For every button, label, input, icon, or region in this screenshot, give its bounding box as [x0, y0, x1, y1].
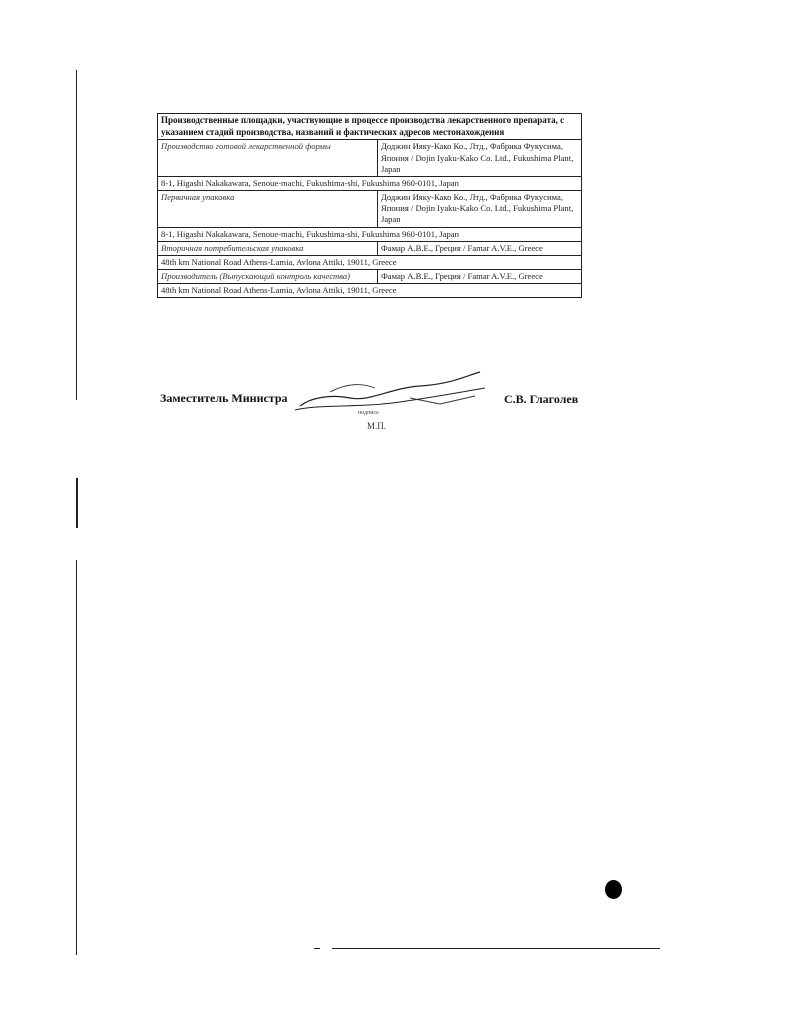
table-header-row: [158, 114, 582, 140]
hole-punch-mark: [605, 880, 622, 899]
stage-cell: Производитель (Выпускающий контроль качества): [158, 270, 378, 284]
company-cell: Доджин Ияку-Како Ко., Лтд., Фабрика Фукусима, Япония / Dojin Iyaku-Kako Co. Ltd., Fukushima Plant, Japan: [378, 140, 582, 177]
address-cell: 48th km National Road Athens-Lamia, Avlona Attiki, 19011, Greece: [158, 255, 582, 269]
handwritten-signature: [290, 368, 490, 418]
stage-cell: Производство готовой лекарственной формы: [158, 140, 378, 177]
stage-cell: Первичная упаковка: [158, 191, 378, 228]
company-cell: Фамар А.В.Е., Греция / Famar A.V.E., Greece: [378, 241, 582, 255]
company-cell: Доджин Ияку-Како Ко., Лтд., Фабрика Фукусима, Япония / Dojin Iyaku-Kako Co. Ltd., Fukushima Plant, Japan: [378, 191, 582, 228]
table-row: [158, 255, 582, 269]
stamp-label: М.П.: [367, 421, 387, 431]
table-row: [158, 191, 582, 228]
table-header: Производственные площадки, участвующие в процессе производства лекарственного препарата, с указанием стадий производства, названий и фактических адресов местонахождения: [158, 114, 582, 140]
scan-edge-line: [332, 948, 660, 949]
table-row: [158, 140, 582, 177]
table-row: [158, 284, 582, 298]
table-row: [158, 227, 582, 241]
address-cell: 48th km National Road Athens-Lamia, Avlona Attiki, 19011, Greece: [158, 284, 582, 298]
signature-caption: подпись: [358, 410, 379, 416]
scan-edge-line: [76, 70, 77, 400]
manufacturing-sites-table: [157, 113, 582, 298]
signer-name: С.В. Глаголев: [504, 392, 579, 406]
table-row: [158, 176, 582, 190]
scan-edge-line: [76, 560, 77, 955]
stage-cell: Вторичная потребительская упаковка: [158, 241, 378, 255]
address-cell: 8-1, Higashi Nakakawara, Senoue-machi, Fukushima-shi, Fukushima 960-0101, Japan: [158, 227, 582, 241]
address-cell: 8-1, Higashi Nakakawara, Senoue-machi, Fukushima-shi, Fukushima 960-0101, Japan: [158, 176, 582, 190]
company-cell: Фамар А.В.Е., Греция / Famar A.V.E., Greece: [378, 270, 582, 284]
table-row: [158, 270, 582, 284]
scan-edge-line: [314, 948, 320, 949]
signer-position: Заместитель Министра: [160, 391, 288, 405]
scan-edge-line: [76, 478, 78, 528]
table-row: [158, 241, 582, 255]
